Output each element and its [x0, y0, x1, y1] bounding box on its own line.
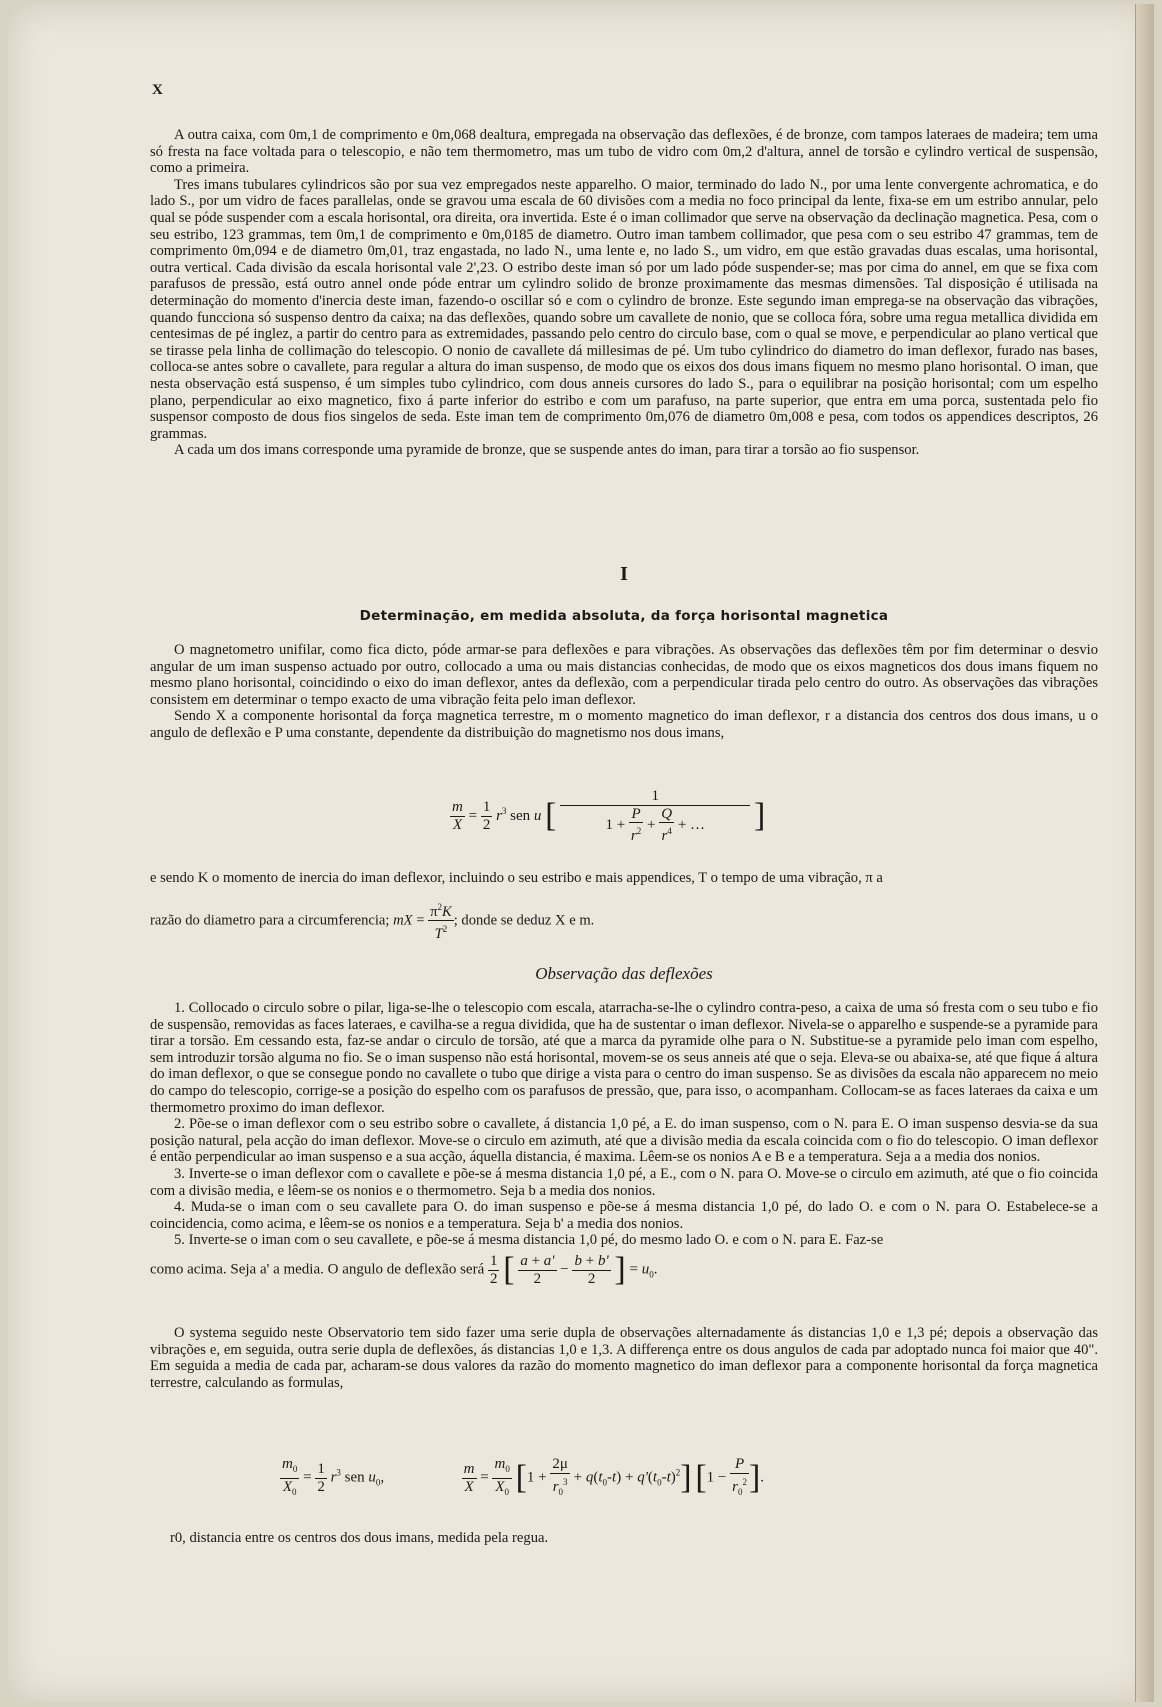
system-section	[150, 1325, 1098, 1391]
section-paragraph-2: Sendo X a componente horisontal da força magnetica terrestre, m o momento magnetico do iman deflexor, r a distancia dos centros dos dous imans, u o angulo de deflexão e P uma constante, dependente da distribuição do magnetismo nos dous imans,	[150, 708, 1098, 741]
observation-title: Observação das deflexões	[535, 964, 713, 983]
last-line	[170, 1530, 1070, 1547]
section-number: I	[620, 563, 628, 585]
intro-paragraph-3: A cada um dos imans corresponde uma pyramide de bronze, que se suspende antes do iman, para tirar a torsão ao fio suspensor.	[174, 442, 920, 459]
after-formula-line-2a: razão do diametro para a circumferencia;	[150, 911, 390, 928]
intro-section	[150, 127, 1098, 459]
step-1: 1. Collocado o circulo sobre o pilar, liga-se-lhe o telescopio com escala, atarracha-se-lhe o cylindro contra-peso, a caixa de uma só fresta com o seu tubo e fio de suspensão, removidas as faces lateraes, e cavilha-se a regua dividida, que ha de sustentar o iman deflexor. Nivela-se o apparelho e suspende-se a pyramide para tirar a torsão. Em cessando esta, faz-se andar o circulo de torsão, até que a marca da pyramide olhe para o N. Substitue-se a pyramide pelo iman com espelho, sem introduzir torsão alguma no fio. Se o iman suspenso não está horisontal, movem-se os seus anneis até que o seja. Eleva-se ou abaixa-se, até que fique á altura do iman deflexor, o que se consegue pondo no cavallete o tubo que dirige a vista para o centro do iman suspenso. Se as divisões da escala não apparecem no meio do campo do telescopio, corrige-se a posição do espelho com os parafusos de pressão, que, para isso, o acompanham. Collocam-se as faces lateraes da caixa e um thermometro proximo do iman deflexor.	[150, 1000, 1098, 1116]
intro-paragraph-1: A outra caixa, com 0m,1 de comprimento e 0m,068 dealtura, empregada na observação das deflexões, é de bronze, com tampos lateraes de madeira; tem uma só fresta na face voltada para o telescopio, e não tem thermometro, mas um tubo de vidro com 0m,2 d'altura, annel de torsão e cylindro vertical de suspensão, como a primeira.	[150, 127, 1098, 177]
after-formula-text	[150, 870, 1098, 943]
step-2: 2. Põe-se o iman deflexor com o seu estribo sobre o cavallete, á distancia 1,0 pé, a E. do iman suspenso, com o N. para E. O iman suspenso desvia-se da sua posição natural, pela acção do iman deflexor. Move-se o circulo em azimuth, até que a divisão media da escala coincida com o fio do telescopio. O iman deflexor é então perpendicular ao iman suspenso e a sua acção, áquella distancia, é maxima. Lêem-se os nonios A e B e a temperatura. Seja a a media dos nonios.	[150, 1116, 1098, 1166]
step-5-formula: como acima. Seja a' a media. O angulo de deflexão será $\frac{1}{2}$ [ $\frac{a + a'}{2}$ − $\frac{b + b'}{2}$ ] = $u_0$.	[150, 1250, 658, 1288]
formula-deflection: $\frac{m}{X}$ = $\frac{1}{2}$ $r^3$ sen u [ 1 1 + $\frac{P}{r^2}$ + $\frac{Q}{r^4}$ + … ]	[452, 788, 766, 845]
after-formula-line-2: razão do diametro para a circumferencia; mX = $\frac{\pi^2K}{T^2}$ ; donde se deduz X e m.	[150, 899, 1098, 943]
after-formula-line-2b: ; donde se deduz X e m.	[453, 911, 595, 928]
section-title: Determinação, em medida absoluta, da força horisontal magnetica	[359, 608, 889, 624]
intro-paragraph-2: Tres imans tubulares cylindricos são por sua vez empregados neste apparelho. O maior, terminado do lado N., por uma lente convergente achromatica, e do lado S., por um vidro de faces parallelas, onde se gravou uma escala de 60 divisões com a media no foco principal da lente, fixa-se em um estribo annular, pelo qual se póde suspender com a escala horisontal, ora direita, ora invertida. Este é o iman collimador que serve na observação da declinação magnetica. Pesa, com o seu estribo, 123 grammas, tem 0m,1 de comprimento e 0m,0185 de diametro. Outro iman tambem collimador, que pesa com o seu estribo 47 grammas, tem de comprimento 0m,094 e de diametro 0m,01, traz engastada, no lado N., uma lente e, no lado S., um vidro, em que estão gravadas duas escalas, uma horisontal, outra vertical. Cada divisão da escala horisontal vale 2',23. O estribo deste iman só por um lado póde suspender-se; mas por cima do annel, em que se fixa com parafusos de pressão, está outro annel onde póde entrar um cylindro solido de bronze proximamente das mesmas dimensões. Tal disposição é utilisada na determinação do momento d'inercia deste iman, fazendo-o oscillar só e com o cylindro de bronze. Este segundo iman emprega-se na observação das vibrações, quando funcciona só suspenso dentro da caixa; na das deflexões, quando sobre um cavallete de nonio, que se colloca fóra, sobre uma regua metallica dividida em centesimas de pé inglez, a partir do centro para as extremidades, passando pelo centro do circulo base, com o qual se move, e perpendicular ao plano vertical que se tirasse pela linha de collimação do telescopio. O nonio de cavallete dá millesimas de pé. Um tubo cylindrico do diametro do iman deflexor, furado nas bases, colloca-se antes sobre o cavallete, para regular a altura do iman suspenso, de modo que os eixos dos dous imans fiquem no mesmo plano horisontal. O iman, que nesta observação está suspenso, é um simples tubo cylindrico, com dous anneis cursores do lado S., para o equilibrar na posição horisontal; com um espelho plano, perpendicular ao eixo magnetico, fixo á parte inferior do estribo e com um parafuso, na parte superior, que entra em uma porca, sustentada pelo fio suspensor composto de dous fios singelos de seda. Este iman tem de comprimento 0m,076 de diametro 0m,008 e pesa, com todos os appendices descriptos, 26 grammas.	[150, 176, 1098, 442]
last-line-text: r0, distancia entre os centros dos dous imans, medida pela regua.	[170, 1530, 549, 1546]
after-formula-line-1: e sendo K o momento de inercia do iman deflexor, incluindo o seu estribo e mais appendices, T o tempo de uma vibração, π a	[150, 870, 883, 886]
step-3: 3. Inverte-se o iman deflexor com o cavallete e põe-se á mesma distancia 1,0 pé, a E., com o N. para O. Move-se o circulo em azimuth, até que o fio coincida com a divisão media, e lêem-se os nonios e o thermometro. Seja b a media dos nonios.	[150, 1165, 1098, 1199]
step-4: 4. Muda-se o iman com o seu cavallete para O. do iman suspenso e põe-se á mesma distancia 1,0 pé, do lado O. e com o N. para O. Estabelece-se a coincidencia, como acima, e lêem-se os nonios e a temperatura. Seja b' a media dos nonios.	[150, 1199, 1098, 1232]
step-5: 5. Inverte-se o iman com o seu cavallete, e põe-se á mesma distancia 1,0 pé, do mesmo lado O. e com o N. para E. Faz-se	[174, 1232, 884, 1249]
steps-list	[150, 1000, 1098, 1287]
book-spine	[1135, 4, 1154, 1702]
page-number: X	[152, 82, 163, 98]
formula-ratio: $\frac{m_0}{X_0}$ = $\frac{1}{2}$ $r^3$ sen $u_0$, $\frac{m}{X}$ = $\frac{m_0}{X_0}$ [1 + $\frac{2\mu}{r_0^3}$ + $q(t_0-t) + q'(t_0-t)^2$] [1 − $\frac{P}{r_0^2}$ ].	[282, 1456, 765, 1497]
system-paragraph: O systema seguido neste Observatorio tem sido fazer uma serie dupla de observações alternadamente ás distancias 1,0 e 1,3 pé; depois a observação das vibrações e, em seguida, outra serie dupla de deflexões, ás distancias 1,0 e 1,3. A differença entre os dous angulos de cada par adoptado nunca foi maior que 40". Em seguida a media de cada par, acharam-se dous valores da razão do momento magnetico do iman deflexor para a componente horisontal da força magnetica terrestre, calculando as formulas,	[150, 1325, 1098, 1391]
section-body	[150, 642, 1098, 742]
step-5-text: como acima. Seja a' a media. O angulo de deflexão será	[150, 1261, 485, 1278]
section-paragraph-1: O magnetometro unifilar, como fica dicto, póde armar-se para deflexões e para vibrações. As observações das deflexões têm por fim determinar o desvio angular de um iman suspenso actuado por outro, collocado a uma ou mais distancias conhecidas, de modo que os eixos magneticos dos dous imans fiquem no mesmo plano horisontal, coincidindo o eixo do iman deflexor, antes da deflexão, com a perpendicular tirada pelo centro do outro. As observações das vibrações consistem em determinar o tempo exacto de uma vibração feita pelo iman deflexor.	[150, 642, 1098, 708]
